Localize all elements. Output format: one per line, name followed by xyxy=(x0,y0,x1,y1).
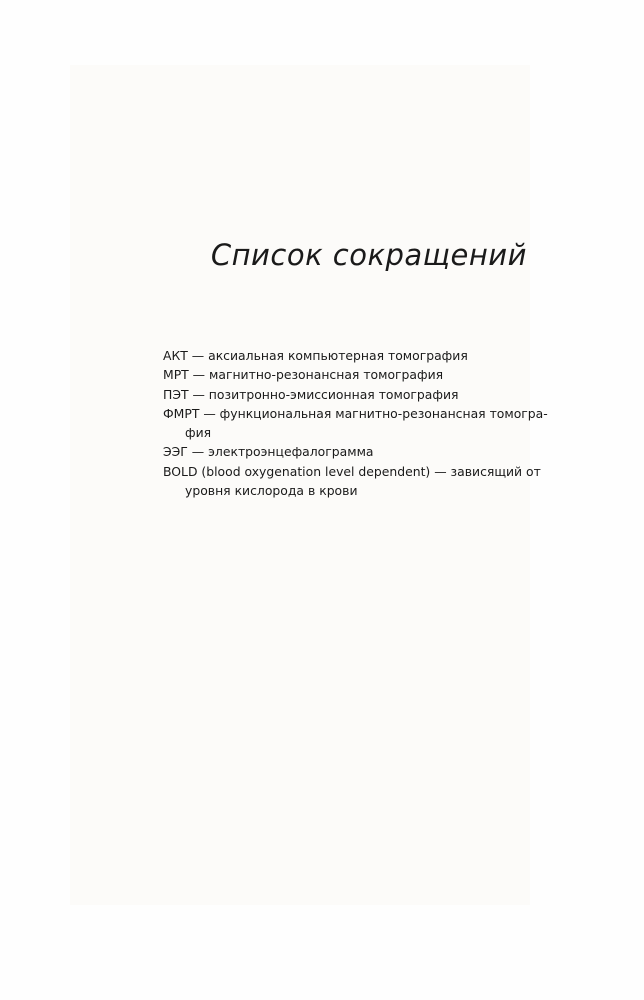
page-title: Список сокращений xyxy=(210,238,527,272)
abbreviation-entry xyxy=(163,442,533,461)
entry-line: ФМРТ — функциональная магнитно-резонансная томогра- xyxy=(163,405,548,421)
entry-line: ЭЭГ — электроэнцефалограмма xyxy=(163,444,374,460)
entry-continuation-line: фия xyxy=(185,425,212,441)
abbreviation-list xyxy=(163,346,548,500)
entry-line: АКТ — аксиальная компьютерная томография xyxy=(163,348,468,363)
abbreviation-entry xyxy=(163,365,533,384)
abbreviation-entry xyxy=(163,462,541,501)
entry-line: BOLD (blood oxygenation level dependent) — зависящий от xyxy=(163,463,541,479)
entry-line: МРТ — магнитно-резонансная томография xyxy=(163,367,444,383)
abbreviation-entry xyxy=(163,404,548,443)
abbreviation-entry xyxy=(163,346,533,365)
abbreviation-entry xyxy=(163,385,533,404)
entry-continuation-line: уровня кислорода в крови xyxy=(185,483,358,499)
entry-line: ПЭТ — позитронно-эмиссионная томография xyxy=(163,386,459,402)
